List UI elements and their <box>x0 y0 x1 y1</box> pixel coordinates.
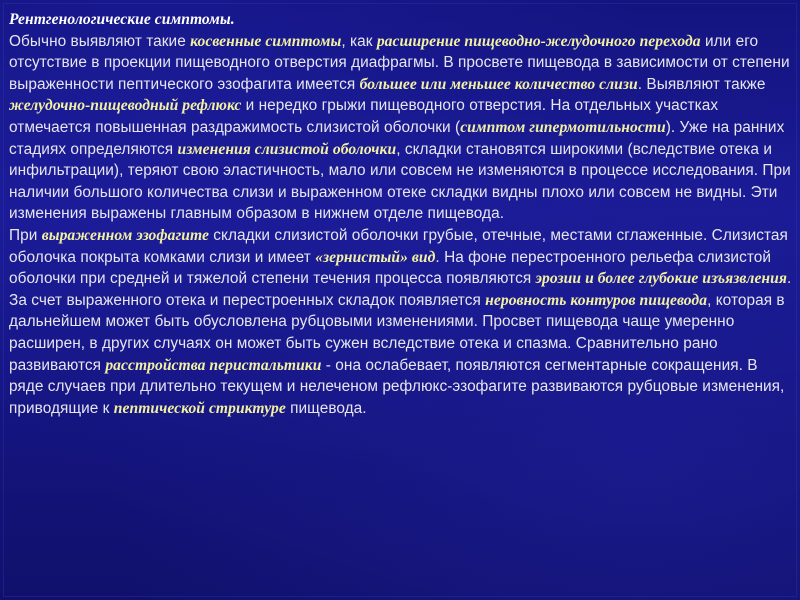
highlighted-term: косвенные симптомы <box>190 32 342 50</box>
paragraph-1 <box>9 31 794 225</box>
highlighted-term: желудочно-пищеводный рефлюкс <box>9 97 242 115</box>
text-run: . За счет выраженного отека и перестроенных складок появляется <box>9 270 792 309</box>
highlighted-term: «зернистый» вид <box>315 248 436 266</box>
highlighted-term: симптом гипермотильности <box>460 118 666 136</box>
text-run: , складки становятся широкими (вследствие отека и инфильтрации), теряют свою эластичность, мало или совсем не изменяются в процессе исследования. При наличии большого количества слизи и выраженном отеке складки видны плохо или совсем не видны. Эти изменения выражены главным образом в нижнем отделе пищевода. <box>9 140 791 223</box>
text-run: складки слизистой оболочки грубые, отечные, местами сглаженные. Слизистая оболочка покрыта комками слизи и имеет <box>9 226 788 266</box>
text-run: - она ослабевает, появляются сегментарные сокращения. В ряде случаев при длительно текущем и нелеченом рефлюкс-эзофагите развиваются рубцовые изменения, приводящие к <box>9 356 785 417</box>
text-run: , как <box>341 32 377 50</box>
text-run: пищевода. <box>285 399 367 417</box>
paragraph-2 <box>9 225 794 419</box>
highlighted-term: выраженном эзофагите <box>41 226 209 244</box>
highlighted-term: изменения слизистой оболочки <box>177 140 397 158</box>
text-run: или его отсутствие в проекции пищеводного отверстия диафрагмы. В просвете пищевода в зависимости от степени выраженности пептического эзофагита имеется <box>9 32 790 93</box>
text-run: . Выявляют также <box>637 75 766 93</box>
text-run: и нередко грыжи пищеводного отверстия. На отдельных участках отмечается повышенная раздражимость слизистой оболочки ( <box>9 97 719 136</box>
slide-title-text: Рентгенологические симптомы. <box>9 11 235 28</box>
slide-content <box>9 9 794 419</box>
text-run: Обычно выявляют такие <box>9 32 191 50</box>
text-run: . На фоне перестроенного рельефа слизистой оболочки при средней и тяжелой степени течения процесса появляются <box>9 248 772 288</box>
highlighted-term: расширение пищеводно-желудочного перехода <box>376 32 701 50</box>
highlighted-term: большее или меньшее количество слизи <box>359 75 638 93</box>
highlighted-term: неровность контуров пищевода <box>485 291 708 309</box>
highlighted-term: пептической стриктуре <box>113 399 286 417</box>
text-run: ). Уже на ранних стадиях определяются <box>9 118 785 158</box>
text-run: , которая в дальнейшем может быть обусловлена рубцовыми изменениями. Просвет пищевода чаще умеренно расширен, в других случаях он может быть сужен вследствие отека и спазма. Сравнительно рано развиваются <box>9 291 785 374</box>
highlighted-term: эрозии и более глубокие изъязвления <box>535 270 787 288</box>
highlighted-term: расстройства перистальтики <box>105 356 322 374</box>
slide-title <box>9 9 794 31</box>
text-run: При <box>9 226 42 244</box>
